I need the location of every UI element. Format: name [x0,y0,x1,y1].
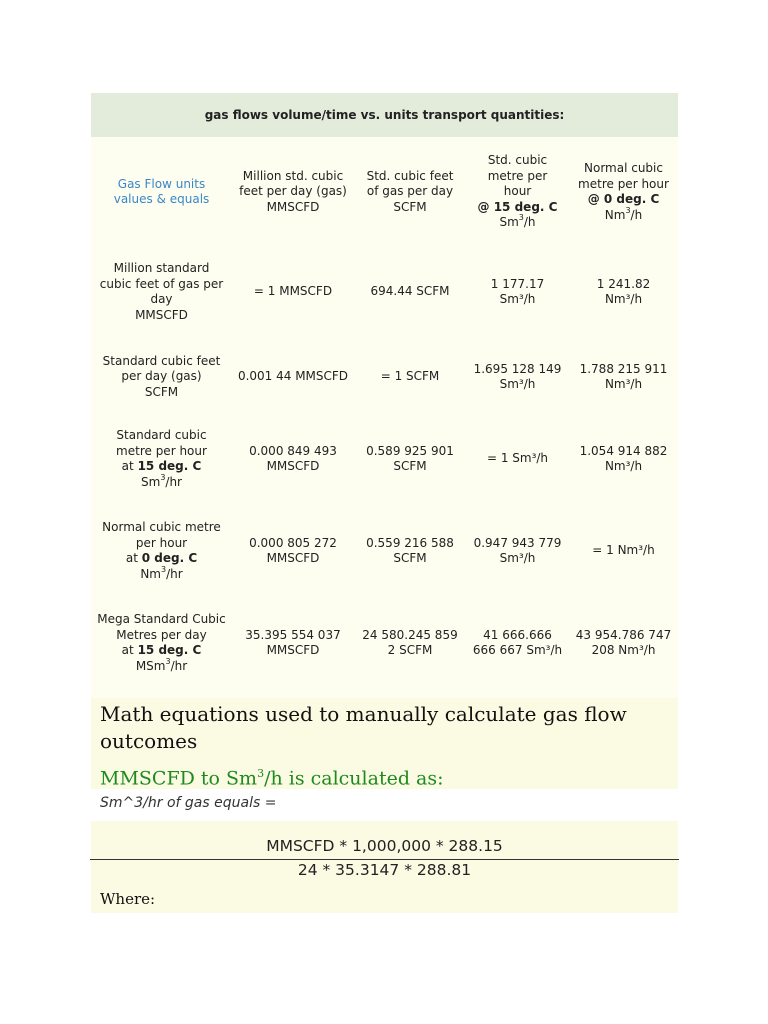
cell-value: = 1 Nm³/h [592,543,655,558]
table-cell [466,342,569,412]
formula-denominator: 24 * 35.3147 * 288.81 [297,861,472,879]
cell-unit: Nm³/h [604,292,643,306]
table-cell [232,608,354,678]
table-cell [232,257,354,327]
header-row-label-line[interactable]: values & equals [113,192,210,206]
header-line: Std. cubic feet [366,168,454,183]
cell-value: 0.000 849 493 [249,443,337,458]
row-label-mmscfd [91,257,232,327]
cell-value: 24 580.245 859 [362,627,458,642]
row-label-msm3d [91,608,232,678]
cell-value: 1.054 914 882 [579,443,668,458]
header-line: metre per [487,168,548,183]
header-line: Million std. cubic [242,168,344,183]
row-label-line: MMSCFD [135,307,188,322]
cell-value: 1.788 215 911 [579,361,668,376]
row-label-scfm [91,342,232,412]
cell-value: 1 177.17 [490,276,545,291]
header-scfm [354,157,466,227]
cell-unit: Sm³/h [499,377,536,391]
cell-value: 0.001 44 MMSCFD [237,369,349,384]
cell-unit: MMSCFD [266,459,320,473]
table-cell [232,424,354,494]
cell-unit: 666 667 Sm³/h [472,643,563,657]
cell-unit: SCFM [393,551,427,565]
cell-value: = 1 Sm³/h [486,451,549,466]
cell-value: = 1 MMSCFD [253,284,333,299]
cell-value: 41 666.666 [483,627,552,642]
cell-unit: 2 SCFM [387,643,433,657]
row-label-unit: Nm$^3$/hr [140,564,183,581]
header-unit: Nm$^3$/h [604,205,643,222]
row-label-nm3h [91,516,232,586]
row-label-line: at 0 deg. C [125,551,198,565]
table-cell [569,257,678,327]
table-cell [466,516,569,586]
cell-unit: Nm³/h [604,459,643,473]
row-label-line: metre per hour [116,443,207,458]
row-label-line: Mega Standard Cubic [97,612,226,626]
table-cell [466,424,569,494]
header-sm3h [466,151,569,233]
row-label-unit: Sm$^3$/hr [141,472,182,489]
formula-fraction [91,821,678,883]
cell-unit: MMSCFD [266,551,320,565]
header-line: feet per day (gas) [239,184,347,199]
header-line-bold: @ 15 deg. C [477,199,558,214]
where-label: Where: [91,886,678,913]
header-line-bold: @ 0 deg. C [587,192,660,206]
row-label-line: Normal cubic metre [102,520,221,534]
row-label-line: per hour [135,535,188,550]
header-line: of gas per day [366,184,454,199]
cell-value: 0.000 805 272 [249,535,337,550]
cell-value: 35.395 554 037 [245,627,341,642]
table-cell [354,516,466,586]
header-line: hour [503,184,532,199]
row-label-line: at 15 deg. C [121,459,202,473]
fraction-divider [90,859,679,860]
header-row-label [91,157,232,227]
row-label-line: day [150,292,173,306]
row-label-line: Standard cubic feet [102,353,221,368]
header-mmscfd [232,157,354,227]
table-cell [354,342,466,412]
row-label-line: per day (gas) [121,369,202,384]
table-cell [232,516,354,586]
header-nm3h [569,157,678,227]
cell-value: = 1 SCFM [380,369,440,384]
table-cell [569,608,678,678]
header-line: MMSCFD [266,199,320,214]
header-line: SCFM [393,199,427,214]
formula-numerator: MMSCFD * 1,000,000 * 288.15 [266,837,503,855]
table-cell [569,424,678,494]
table-cell [232,342,354,412]
header-line: metre per hour [578,176,669,191]
row-label-line: SCFM [144,384,179,399]
cell-value: 1 241.82 [596,276,651,291]
table-cell [354,608,466,678]
cell-value: 43 954.786 747 [575,627,672,642]
cell-value: 0.589 925 901 [366,443,454,458]
header-row-label-line[interactable]: Gas Flow units [117,176,206,191]
table-cell [466,257,569,327]
cell-value: 0.559 216 588 [366,535,454,550]
formula-intro: Sm^3/hr of gas equals = [91,789,668,821]
cell-unit: MMSCFD [266,643,320,657]
cell-value: 0.947 943 779 [473,535,562,550]
row-label-line: Million standard [113,261,210,275]
row-label-sm3h [91,424,232,494]
section-heading: Math equations used to manually calculate gas flow outcomes [91,698,678,760]
table-cell [569,342,678,412]
row-label-line: Metres per day [116,627,207,642]
header-line: Std. cubic [487,153,548,168]
table-cell [354,424,466,494]
table-cell [354,257,466,327]
cell-unit: 208 Nm³/h [591,643,656,657]
cell-unit: SCFM [393,459,427,473]
cell-value: 1.695 128 149 [473,361,562,376]
cell-unit: Sm³/h [499,292,536,306]
row-label-line: Standard cubic [116,428,207,442]
cell-value: 694.44 SCFM [370,284,450,299]
cell-unit: Sm³/h [499,551,536,565]
formula-heading: MMSCFD to Sm$^3$/h is calculated as: [91,760,678,789]
header-unit: Sm$^3$/h [499,213,536,230]
cell-unit: Nm³/h [604,377,643,391]
row-label-unit: MSm$^3$/hr [135,656,188,673]
conversion-table [91,93,678,698]
header-line: Normal cubic [584,161,663,175]
table-cell [466,608,569,678]
row-label-line: cubic feet of gas per [99,276,224,291]
row-label-line: at 15 deg. C [121,643,202,657]
table-title: gas flows volume/time vs. units transport quantities: [91,93,678,137]
table-cell [569,516,678,586]
